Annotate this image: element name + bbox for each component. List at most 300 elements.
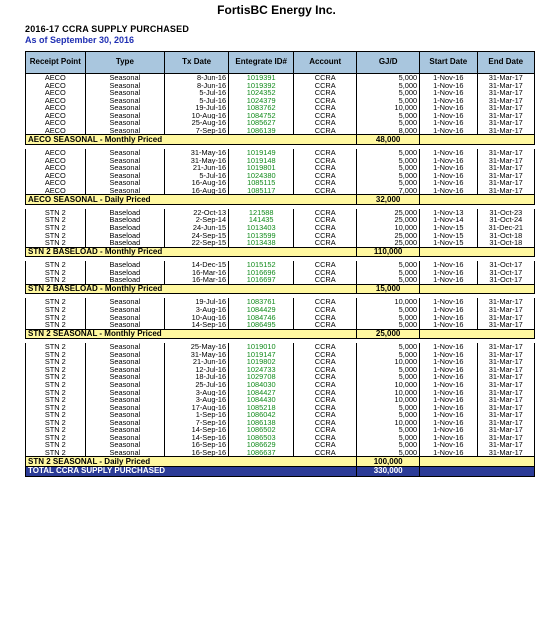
table-row — [26, 127, 535, 135]
cell-start-date: 1-Nov-15 — [420, 224, 477, 232]
cell-tx-date: 21-Jun-16 — [165, 164, 229, 172]
table-row — [26, 396, 535, 404]
table-row — [26, 441, 535, 449]
cell-end-date: 31-Mar-17 — [477, 149, 534, 157]
cell-gjd: 10,000 — [357, 104, 420, 112]
cell-end-date: 31-Mar-17 — [477, 381, 534, 389]
cell-end-date: 31-Mar-17 — [477, 97, 534, 105]
cell-entegrate-id: 121588 — [229, 209, 294, 217]
subtotal-label: STN 2 SEASONAL - Monthly Priced — [26, 329, 357, 339]
cell-type: Baseload — [85, 261, 164, 269]
cell-account: CCRA — [294, 231, 357, 239]
cell-gjd: 5,000 — [357, 269, 420, 277]
cell-tx-date: 16-Mar-16 — [165, 269, 229, 277]
cell-entegrate-id: 1085218 — [229, 404, 294, 412]
cell-account: CCRA — [294, 449, 357, 457]
cell-receipt-point: STN 2 — [26, 224, 86, 232]
table-row — [26, 381, 535, 389]
subtotal-filler — [420, 284, 535, 294]
cell-start-date: 1-Nov-13 — [420, 209, 477, 217]
cell-gjd: 10,000 — [357, 358, 420, 366]
cell-type: Baseload — [85, 231, 164, 239]
cell-end-date: 31-Mar-17 — [477, 388, 534, 396]
cell-receipt-point: STN 2 — [26, 276, 86, 284]
subtotal-filler — [420, 329, 535, 339]
col-header-account: Account — [294, 52, 357, 74]
cell-receipt-point: AECO — [26, 119, 86, 127]
cell-end-date: 31-Mar-17 — [477, 441, 534, 449]
cell-entegrate-id: 1013403 — [229, 224, 294, 232]
subtotal-row — [26, 329, 535, 339]
cell-tx-date: 21-Jun-16 — [165, 358, 229, 366]
cell-start-date: 1-Nov-16 — [420, 396, 477, 404]
cell-type: Seasonal — [85, 74, 164, 82]
cell-tx-date: 10-Aug-16 — [165, 112, 229, 120]
cell-end-date: 31-Mar-17 — [477, 157, 534, 165]
cell-receipt-point: STN 2 — [26, 441, 86, 449]
cell-gjd: 5,000 — [357, 404, 420, 412]
company-name: FortisBC Energy Inc. — [217, 3, 336, 17]
cell-end-date: 31-Mar-17 — [477, 321, 534, 329]
cell-start-date: 1-Nov-16 — [420, 373, 477, 381]
cell-entegrate-id: 1084030 — [229, 381, 294, 389]
total-filler — [420, 466, 535, 476]
cell-entegrate-id: 1083762 — [229, 104, 294, 112]
cell-start-date: 1-Nov-16 — [420, 441, 477, 449]
table-row — [26, 449, 535, 457]
cell-start-date: 1-Nov-16 — [420, 127, 477, 135]
cell-gjd: 5,000 — [357, 449, 420, 457]
cell-end-date: 31-Mar-17 — [477, 314, 534, 322]
cell-tx-date: 31-May-16 — [165, 351, 229, 359]
col-header-type: Type — [85, 52, 164, 74]
subtotal-label: AECO SEASONAL - Daily Priced — [26, 195, 357, 205]
cell-tx-date: 8-Jun-16 — [165, 74, 229, 82]
total-label: TOTAL CCRA SUPPLY PURCHASED — [26, 466, 357, 476]
cell-tx-date: 25-Jul-16 — [165, 381, 229, 389]
cell-start-date: 1-Nov-16 — [420, 298, 477, 306]
cell-entegrate-id: 1086637 — [229, 449, 294, 457]
subtotal-filler — [420, 195, 535, 205]
cell-type: Baseload — [85, 216, 164, 224]
cell-start-date: 1-Nov-16 — [420, 449, 477, 457]
cell-tx-date: 5-Jul-16 — [165, 89, 229, 97]
cell-tx-date: 19-Jul-16 — [165, 104, 229, 112]
cell-gjd: 5,000 — [357, 119, 420, 127]
cell-account: CCRA — [294, 321, 357, 329]
subtotal-filler — [420, 457, 535, 467]
cell-tx-date: 5-Jul-16 — [165, 172, 229, 180]
cell-receipt-point: AECO — [26, 97, 86, 105]
table-row — [26, 306, 535, 314]
cell-entegrate-id: 141435 — [229, 216, 294, 224]
cell-receipt-point: AECO — [26, 179, 86, 187]
cell-start-date: 1-Nov-16 — [420, 104, 477, 112]
cell-end-date: 31-Mar-17 — [477, 127, 534, 135]
cell-start-date: 1-Nov-16 — [420, 419, 477, 427]
table-row — [26, 351, 535, 359]
table-row — [26, 119, 535, 127]
cell-gjd: 5,000 — [357, 441, 420, 449]
subtotal-value: 32,000 — [357, 195, 420, 205]
cell-account: CCRA — [294, 373, 357, 381]
table-row — [26, 419, 535, 427]
cell-end-date: 31-Mar-17 — [477, 404, 534, 412]
table-row — [26, 239, 535, 247]
cell-account: CCRA — [294, 179, 357, 187]
cell-tx-date: 14-Sep-16 — [165, 321, 229, 329]
cell-gjd: 7,000 — [357, 187, 420, 195]
cell-entegrate-id: 1024380 — [229, 172, 294, 180]
cell-tx-date: 16-Sep-16 — [165, 441, 229, 449]
subtotal-value: 100,000 — [357, 457, 420, 467]
cell-tx-date: 5-Jul-16 — [165, 97, 229, 105]
cell-account: CCRA — [294, 358, 357, 366]
cell-type: Baseload — [85, 269, 164, 277]
cell-type: Seasonal — [85, 119, 164, 127]
cell-type: Seasonal — [85, 157, 164, 165]
cell-receipt-point: STN 2 — [26, 239, 86, 247]
cell-entegrate-id: 1084429 — [229, 306, 294, 314]
cell-end-date: 31-Mar-17 — [477, 74, 534, 82]
cell-account: CCRA — [294, 396, 357, 404]
cell-entegrate-id: 1086503 — [229, 434, 294, 442]
cell-account: CCRA — [294, 119, 357, 127]
cell-receipt-point: STN 2 — [26, 396, 86, 404]
cell-end-date: 31-Mar-17 — [477, 112, 534, 120]
cell-start-date: 1-Nov-16 — [420, 343, 477, 351]
cell-start-date: 1-Nov-15 — [420, 231, 477, 239]
cell-start-date: 1-Nov-16 — [420, 358, 477, 366]
table-row — [26, 104, 535, 112]
cell-start-date: 1-Nov-16 — [420, 261, 477, 269]
table-row — [26, 321, 535, 329]
cell-receipt-point: STN 2 — [26, 306, 86, 314]
cell-end-date: 31-Mar-17 — [477, 82, 534, 90]
cell-type: Seasonal — [85, 441, 164, 449]
header-row — [26, 52, 535, 74]
cell-end-date: 31-Oct-17 — [477, 276, 534, 284]
table-row — [26, 172, 535, 180]
cell-tx-date: 12-Jul-16 — [165, 366, 229, 374]
col-header-tx-date: Tx Date — [165, 52, 229, 74]
cell-gjd: 25,000 — [357, 216, 420, 224]
table-row — [26, 224, 535, 232]
cell-start-date: 1-Nov-16 — [420, 388, 477, 396]
cell-entegrate-id: 1019801 — [229, 164, 294, 172]
cell-tx-date: 3-Aug-16 — [165, 388, 229, 396]
cell-gjd: 5,000 — [357, 179, 420, 187]
cell-receipt-point: STN 2 — [26, 404, 86, 412]
cell-gjd: 5,000 — [357, 276, 420, 284]
cell-entegrate-id: 1024379 — [229, 97, 294, 105]
cell-gjd: 10,000 — [357, 419, 420, 427]
cell-start-date: 1-Nov-16 — [420, 172, 477, 180]
cell-entegrate-id: 1029708 — [229, 373, 294, 381]
table-row — [26, 89, 535, 97]
table-row — [26, 187, 535, 195]
table-row — [26, 179, 535, 187]
cell-entegrate-id: 1086629 — [229, 441, 294, 449]
subtotal-row — [26, 284, 535, 294]
cell-tx-date: 1-Sep-16 — [165, 411, 229, 419]
table-row — [26, 358, 535, 366]
cell-type: Seasonal — [85, 351, 164, 359]
cell-end-date: 31-Mar-17 — [477, 104, 534, 112]
cell-start-date: 1-Nov-16 — [420, 187, 477, 195]
cell-entegrate-id: 1019147 — [229, 351, 294, 359]
cell-end-date: 31-Mar-17 — [477, 449, 534, 457]
cell-receipt-point: AECO — [26, 74, 86, 82]
cell-receipt-point: STN 2 — [26, 209, 86, 217]
cell-start-date: 1-Nov-16 — [420, 306, 477, 314]
cell-end-date: 31-Mar-17 — [477, 358, 534, 366]
subtotal-row — [26, 457, 535, 467]
cell-tx-date: 16-Aug-16 — [165, 187, 229, 195]
cell-type: Baseload — [85, 239, 164, 247]
cell-entegrate-id: 1024733 — [229, 366, 294, 374]
cell-gjd: 5,000 — [357, 343, 420, 351]
cell-end-date: 31-Oct-17 — [477, 269, 534, 277]
cell-end-date: 31-Mar-17 — [477, 298, 534, 306]
cell-type: Baseload — [85, 276, 164, 284]
table-row — [26, 366, 535, 374]
cell-gjd: 5,000 — [357, 172, 420, 180]
col-header-end-date: End Date — [477, 52, 534, 74]
cell-receipt-point: STN 2 — [26, 321, 86, 329]
cell-type: Seasonal — [85, 388, 164, 396]
table-row — [26, 231, 535, 239]
table-row — [26, 97, 535, 105]
cell-receipt-point: AECO — [26, 104, 86, 112]
cell-account: CCRA — [294, 411, 357, 419]
cell-entegrate-id: 1015152 — [229, 261, 294, 269]
cell-type: Seasonal — [85, 127, 164, 135]
cell-type: Seasonal — [85, 187, 164, 195]
cell-entegrate-id: 1013599 — [229, 231, 294, 239]
col-header-entegrate-id: Entegrate ID# — [229, 52, 294, 74]
cell-start-date: 1-Nov-16 — [420, 179, 477, 187]
cell-tx-date: 18-Jul-16 — [165, 373, 229, 381]
cell-tx-date: 3-Aug-16 — [165, 306, 229, 314]
cell-end-date: 31-Mar-17 — [477, 172, 534, 180]
cell-tx-date: 16-Aug-16 — [165, 179, 229, 187]
cell-gjd: 5,000 — [357, 97, 420, 105]
cell-receipt-point: AECO — [26, 82, 86, 90]
cell-receipt-point: STN 2 — [26, 314, 86, 322]
cell-start-date: 1-Nov-15 — [420, 239, 477, 247]
cell-gjd: 5,000 — [357, 426, 420, 434]
cell-end-date: 31-Mar-17 — [477, 164, 534, 172]
cell-tx-date: 22-Oct-13 — [165, 209, 229, 217]
cell-account: CCRA — [294, 239, 357, 247]
cell-gjd: 10,000 — [357, 388, 420, 396]
cell-account: CCRA — [294, 172, 357, 180]
cell-end-date: 31-Mar-17 — [477, 119, 534, 127]
cell-account: CCRA — [294, 104, 357, 112]
cell-receipt-point: AECO — [26, 89, 86, 97]
cell-entegrate-id: 1013438 — [229, 239, 294, 247]
cell-gjd: 5,000 — [357, 74, 420, 82]
cell-gjd: 5,000 — [357, 89, 420, 97]
cell-end-date: 31-Mar-17 — [477, 419, 534, 427]
table-row — [26, 276, 535, 284]
cell-entegrate-id: 1084427 — [229, 388, 294, 396]
cell-receipt-point: STN 2 — [26, 449, 86, 457]
cell-start-date: 1-Nov-16 — [420, 366, 477, 374]
cell-type: Seasonal — [85, 396, 164, 404]
col-header-start-date: Start Date — [420, 52, 477, 74]
cell-entegrate-id: 1024352 — [229, 89, 294, 97]
cell-tx-date: 14-Sep-16 — [165, 426, 229, 434]
cell-start-date: 1-Nov-16 — [420, 434, 477, 442]
cell-entegrate-id: 1084752 — [229, 112, 294, 120]
cell-start-date: 1-Nov-16 — [420, 89, 477, 97]
cell-tx-date: 7-Sep-16 — [165, 127, 229, 135]
cell-end-date: 31-Oct-23 — [477, 209, 534, 217]
cell-account: CCRA — [294, 276, 357, 284]
table-row — [26, 388, 535, 396]
cell-account: CCRA — [294, 216, 357, 224]
cell-type: Seasonal — [85, 426, 164, 434]
cell-tx-date: 31-May-16 — [165, 157, 229, 165]
cell-entegrate-id: 1084746 — [229, 314, 294, 322]
cell-entegrate-id: 1016697 — [229, 276, 294, 284]
subtotal-label: STN 2 BASELOAD - Monthly Priced — [26, 284, 357, 294]
table-row — [26, 112, 535, 120]
cell-account: CCRA — [294, 298, 357, 306]
cell-account: CCRA — [294, 74, 357, 82]
subtotal-filler — [420, 247, 535, 257]
cell-type: Seasonal — [85, 298, 164, 306]
cell-gjd: 5,000 — [357, 82, 420, 90]
cell-type: Seasonal — [85, 104, 164, 112]
cell-start-date: 1-Nov-16 — [420, 82, 477, 90]
total-row — [26, 466, 535, 476]
cell-receipt-point: STN 2 — [26, 381, 86, 389]
cell-receipt-point: AECO — [26, 149, 86, 157]
cell-start-date: 1-Nov-14 — [420, 216, 477, 224]
cell-account: CCRA — [294, 381, 357, 389]
cell-gjd: 5,000 — [357, 314, 420, 322]
cell-entegrate-id: 1086138 — [229, 419, 294, 427]
cell-receipt-point: STN 2 — [26, 216, 86, 224]
cell-tx-date: 2-Sep-14 — [165, 216, 229, 224]
table-row — [26, 434, 535, 442]
cell-account: CCRA — [294, 187, 357, 195]
cell-start-date: 1-Nov-16 — [420, 276, 477, 284]
subtotal-label: STN 2 SEASONAL - Daily Priced — [26, 457, 357, 467]
cell-account: CCRA — [294, 164, 357, 172]
cell-entegrate-id: 1086495 — [229, 321, 294, 329]
cell-receipt-point: STN 2 — [26, 434, 86, 442]
cell-start-date: 1-Nov-16 — [420, 112, 477, 120]
cell-end-date: 31-Mar-17 — [477, 343, 534, 351]
cell-type: Seasonal — [85, 82, 164, 90]
cell-gjd: 5,000 — [357, 164, 420, 172]
cell-receipt-point: STN 2 — [26, 426, 86, 434]
table-row — [26, 343, 535, 351]
subtotal-label: STN 2 BASELOAD - Monthly Priced — [26, 247, 357, 257]
cell-start-date: 1-Nov-16 — [420, 157, 477, 165]
table-row — [26, 269, 535, 277]
table-row — [26, 209, 535, 217]
cell-tx-date: 16-Mar-16 — [165, 276, 229, 284]
cell-account: CCRA — [294, 224, 357, 232]
cell-end-date: 31-Mar-17 — [477, 366, 534, 374]
cell-receipt-point: STN 2 — [26, 343, 86, 351]
cell-gjd: 5,000 — [357, 366, 420, 374]
cell-type: Seasonal — [85, 358, 164, 366]
subtotal-row — [26, 135, 535, 145]
subtotal-row — [26, 195, 535, 205]
table-row — [26, 261, 535, 269]
col-header-gjd: GJ/D — [357, 52, 420, 74]
cell-gjd: 25,000 — [357, 239, 420, 247]
cell-end-date: 31-Oct-24 — [477, 216, 534, 224]
cell-tx-date: 3-Aug-16 — [165, 396, 229, 404]
cell-account: CCRA — [294, 343, 357, 351]
cell-receipt-point: STN 2 — [26, 388, 86, 396]
cell-account: CCRA — [294, 97, 357, 105]
cell-type: Seasonal — [85, 97, 164, 105]
cell-receipt-point: STN 2 — [26, 351, 86, 359]
cell-receipt-point: STN 2 — [26, 231, 86, 239]
cell-account: CCRA — [294, 441, 357, 449]
cell-end-date: 31-Oct-18 — [477, 231, 534, 239]
table-row — [26, 373, 535, 381]
cell-gjd: 5,000 — [357, 261, 420, 269]
subtotal-value: 110,000 — [357, 247, 420, 257]
cell-tx-date: 31-May-16 — [165, 149, 229, 157]
cell-gjd: 5,000 — [357, 351, 420, 359]
cell-account: CCRA — [294, 306, 357, 314]
cell-type: Seasonal — [85, 179, 164, 187]
cell-account: CCRA — [294, 209, 357, 217]
cell-type: Seasonal — [85, 381, 164, 389]
cell-start-date: 1-Nov-16 — [420, 119, 477, 127]
cell-start-date: 1-Nov-16 — [420, 426, 477, 434]
supply-table — [25, 51, 535, 477]
cell-account: CCRA — [294, 157, 357, 165]
cell-entegrate-id: 1016696 — [229, 269, 294, 277]
table-row — [26, 74, 535, 82]
cell-end-date: 31-Mar-17 — [477, 187, 534, 195]
cell-entegrate-id: 1019392 — [229, 82, 294, 90]
cell-account: CCRA — [294, 426, 357, 434]
cell-gjd: 5,000 — [357, 157, 420, 165]
cell-receipt-point: STN 2 — [26, 411, 86, 419]
cell-tx-date: 8-Jun-16 — [165, 82, 229, 90]
cell-type: Seasonal — [85, 411, 164, 419]
cell-type: Seasonal — [85, 373, 164, 381]
cell-gjd: 10,000 — [357, 381, 420, 389]
cell-type: Seasonal — [85, 419, 164, 427]
table-row — [26, 164, 535, 172]
cell-end-date: 31-Mar-17 — [477, 411, 534, 419]
cell-receipt-point: STN 2 — [26, 298, 86, 306]
subtotal-label: AECO SEASONAL - Monthly Priced — [26, 135, 357, 145]
cell-tx-date: 7-Sep-16 — [165, 419, 229, 427]
cell-end-date: 31-Mar-17 — [477, 396, 534, 404]
cell-end-date: 31-Mar-17 — [477, 306, 534, 314]
cell-start-date: 1-Nov-16 — [420, 314, 477, 322]
cell-end-date: 31-Mar-17 — [477, 179, 534, 187]
cell-entegrate-id: 1086502 — [229, 426, 294, 434]
cell-type: Seasonal — [85, 164, 164, 172]
cell-receipt-point: STN 2 — [26, 366, 86, 374]
cell-end-date: 31-Mar-17 — [477, 434, 534, 442]
